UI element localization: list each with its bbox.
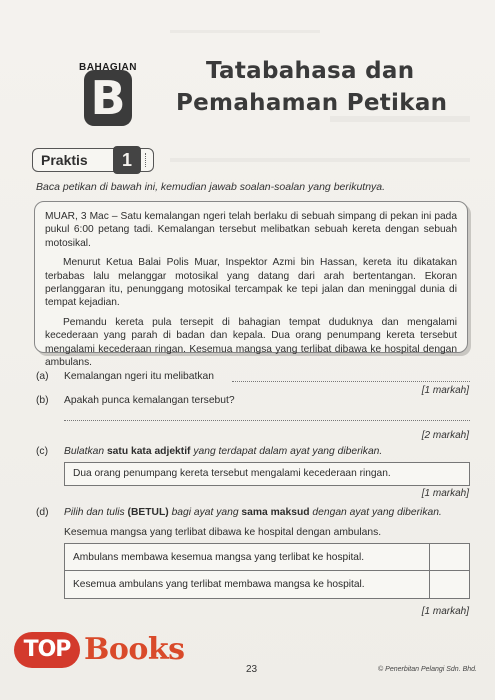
option-answer-cell[interactable] [429,544,469,570]
option-row [65,571,469,598]
bleed-through [330,116,470,122]
bleed-through [170,30,320,33]
question-c-marks: [1 markah] [421,488,469,499]
question-a-text: Kemalangan ngeri itu melibatkan [64,371,214,382]
passage-paragraph: Pemandu kereta pula tersepit di bahagian tempat duduknya dan mengalami kecederaan yang parah di badan dan kepala. Dua orang penumpang kereta tersebut mengalami kecederaan ringan. Kesemua mangsa yang terlibat dibawa ke hospital dengan ambulans. [45,316,457,369]
praktis-number: 1 [113,146,141,174]
praktis-label-box [32,148,154,172]
page-title-line2: Pemahaman Petikan [176,90,448,116]
reading-passage [34,201,468,369]
watermark-top: TOP [14,632,80,668]
question-d-text: Pilih dan tulis (BETUL) bagi ayat yang sama maksud dengan ayat yang diberikan. [64,507,442,518]
topbooks-watermark-logo [14,628,190,672]
passage-paragraph: Menurut Ketua Balai Polis Muar, Inspektor Azmi bin Hassan, kereta itu dikatakan terbabas lalu melanggar motosikal yang datang dari arah bertentangan. Ekoran perlanggaran itu, penunggang motosikal tercampak ke tepi jalan dan meninggal dunia di tempat kejadian. [45,257,457,309]
question-b-number: (b) [36,395,49,406]
praktis-tail [145,153,153,167]
option-text: Ambulans membawa kesemua mangsa yang terlibat ke hospital. [73,552,365,563]
question-d-options-table [64,543,470,599]
question-d-number: (d) [36,507,49,518]
section-label: BAHAGIAN [79,62,137,73]
answer-line-a[interactable] [232,381,470,382]
page-number: 23 [246,664,258,675]
question-d-marks: [1 markah] [421,606,469,617]
question-c-text: Bulatkan satu kata adjektif yang terdapat dalam ayat yang diberikan. [64,446,383,457]
question-a-marks: [1 markah] [421,385,469,396]
praktis-label: Praktis [41,152,88,168]
section-badge [62,56,154,126]
passage-paragraph: MUAR, 3 Mac – Satu kemalangan ngeri telah berlaku di sebuah simpang di pekan ini pada pukul 6:00 petang tadi. Kemalangan tersebut melibatkan sebuah kereta dengan sebuah motosikal. [45,211,457,249]
watermark-books: Books [84,632,185,667]
question-b-text: Apakah punca kemalangan tersebut? [64,395,235,406]
question-a-number: (a) [36,371,49,382]
section-letter: B [84,70,132,126]
option-row [65,544,469,571]
bleed-through [170,158,470,162]
option-answer-cell[interactable] [429,571,469,598]
question-c-number: (c) [36,446,49,457]
answer-line-b[interactable] [64,420,470,421]
question-b-marks: [2 markah] [421,430,469,441]
instruction-text: Baca petikan di bawah ini, kemudian jawab soalan-soalan yang berikutnya. [36,181,386,193]
copyright-text: © Penerbitan Pelangi Sdn. Bhd. [378,666,477,673]
option-text: Kesemua ambulans yang terlibat membawa mangsa ke hospital. [73,579,365,590]
question-c-sentence-box[interactable]: Dua orang penumpang kereta tersebut mengalami kecederaan ringan. [64,462,470,486]
page-title-line1: Tatabahasa dan [206,58,415,84]
question-d-sentence: Kesemua mangsa yang terlibat dibawa ke hospital dengan ambulans. [64,527,382,538]
